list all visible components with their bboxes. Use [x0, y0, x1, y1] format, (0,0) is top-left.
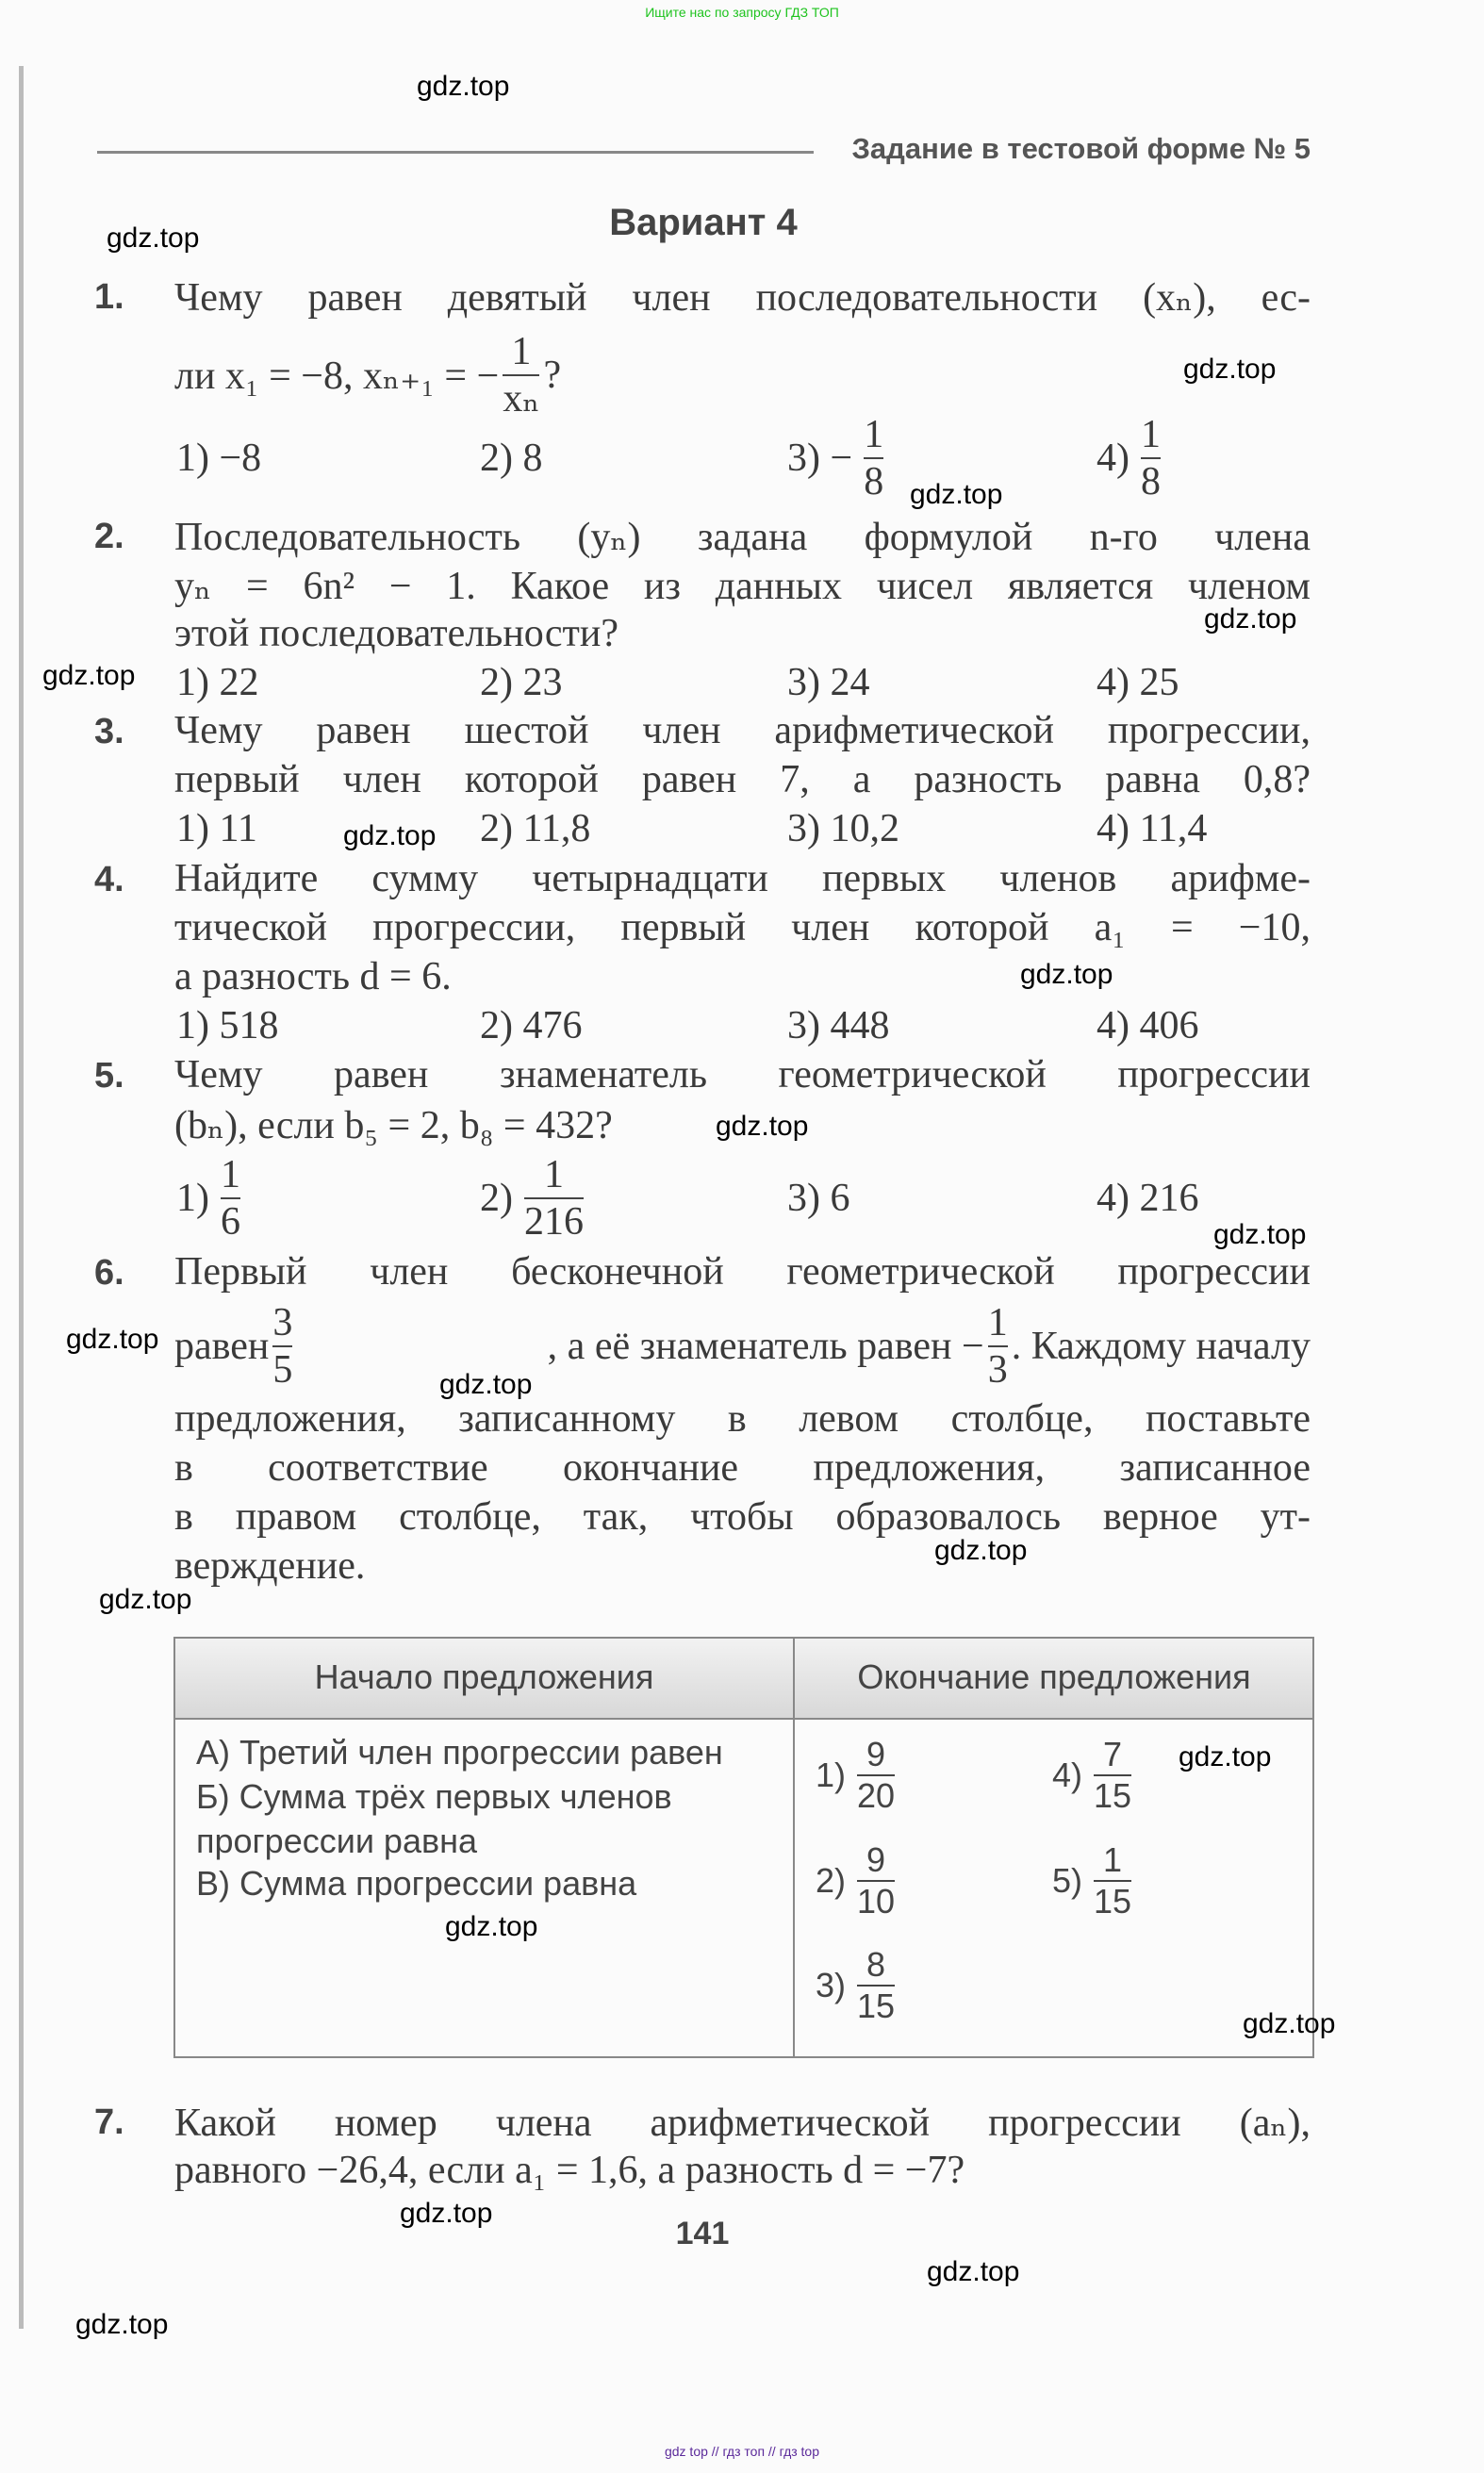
answer-label: 2) 8 — [480, 437, 543, 480]
denominator: 6 — [221, 1200, 240, 1244]
fraction — [1141, 415, 1161, 502]
sentence-start-a: А) Третий член прогрессии равен — [196, 1733, 723, 1772]
fraction — [524, 1155, 584, 1242]
text: , а её знаменатель равен − — [547, 1325, 984, 1368]
numerator: 1 — [864, 413, 884, 456]
fraction — [503, 332, 539, 419]
answer-option[interactable] — [787, 415, 887, 502]
question-number: 1. — [94, 277, 124, 317]
watermark: gdz.top — [417, 71, 510, 102]
column-header-end: Окончание предложения — [857, 1657, 1251, 1696]
numerator: 8 — [866, 1945, 886, 1984]
denominator: 216 — [524, 1200, 584, 1244]
question-text: Найдите сумму четырнадцати первых членов арифме- — [174, 857, 1311, 900]
denominator: 3 — [987, 1348, 1008, 1392]
question-text: тической прогрессии, первый член которой a₁ = −10, — [174, 906, 1311, 949]
watermark: gdz.top — [66, 1324, 159, 1355]
answer-label: 2) — [480, 1177, 513, 1220]
question-text: Чему равен знаменатель геометрической прогрессии — [174, 1053, 1311, 1096]
question-number: 5. — [94, 1056, 124, 1096]
watermark: gdz.top — [107, 223, 200, 254]
ending-label: 1) — [816, 1756, 847, 1794]
watermark: gdz.top — [927, 2256, 1020, 2287]
question-number: 4. — [94, 860, 124, 899]
numerator: 1 — [511, 330, 532, 373]
answer-option[interactable]: 2) 476 — [480, 1004, 583, 1047]
answer-option[interactable]: 3) 10,2 — [787, 807, 899, 850]
answer-label: 1) — [176, 1177, 209, 1220]
watermark: gdz.top — [343, 820, 437, 851]
question-text: Какой номер члена арифметической прогрессии (aₙ), — [174, 2102, 1311, 2145]
page-edge — [19, 66, 24, 2329]
question-text: Чему равен девятый член последовательности (xₙ), ес- — [174, 276, 1311, 320]
answer-option[interactable]: 2) 11,8 — [480, 807, 591, 850]
top-banner[interactable]: Ищите нас по запросу ГДЗ ТОП — [645, 5, 839, 20]
bottom-banner[interactable]: gdz top // гдз топ // гдз top — [664, 2444, 820, 2459]
watermark: gdz.top — [445, 1911, 538, 1942]
watermark: gdz.top — [1243, 2008, 1336, 2039]
watermark: gdz.top — [1179, 1741, 1272, 1772]
question-number: 3. — [94, 712, 124, 751]
denominator: 15 — [1094, 1882, 1132, 1921]
fraction — [988, 1303, 1008, 1390]
ending-option-3 — [816, 1945, 899, 2025]
answer-option[interactable]: 1) 11 — [176, 807, 257, 850]
question-text: в правом столбце, так, чтобы образовалось верное ут- — [174, 1495, 1311, 1539]
column-divider — [793, 1639, 795, 2056]
denominator: 8 — [864, 460, 884, 503]
denominator: 8 — [1141, 460, 1161, 503]
watermark: gdz.top — [910, 479, 1003, 510]
question-text: а разность d = 6. — [174, 955, 452, 998]
variant-title: Вариант 4 — [609, 202, 798, 243]
answer-option[interactable]: 1) 22 — [176, 661, 259, 704]
watermark: gdz.top — [1183, 354, 1277, 385]
answer-label: 3) − — [787, 437, 853, 480]
answer-option[interactable] — [1097, 415, 1164, 502]
watermark: gdz.top — [400, 2198, 493, 2229]
question-number: 2. — [94, 517, 124, 556]
answer-option[interactable] — [480, 436, 543, 481]
answer-option[interactable]: 4) 216 — [1097, 1177, 1199, 1220]
denominator: 10 — [857, 1882, 896, 1921]
numerator: 9 — [866, 1840, 886, 1879]
answer-label: 1) −8 — [176, 437, 262, 480]
question-number: 7. — [94, 2102, 124, 2142]
question-text-formula — [174, 332, 1311, 419]
formula-text: ли x₁ = −8, xₙ₊₁ = − — [174, 354, 500, 398]
text: равен — [174, 1325, 270, 1368]
section-header: Задание в тестовой форме № 5 — [851, 132, 1311, 165]
watermark: gdz.top — [716, 1111, 809, 1142]
question-text: этой последовательности? — [174, 612, 618, 655]
question-text: yₙ = 6n² − 1. Какое из данных чисел является членом — [174, 565, 1311, 608]
question-text: Первый член бесконечной геометрической прогрессии — [174, 1250, 1311, 1294]
page-number: 141 — [675, 2216, 730, 2251]
question-text: равного −26,4, если a₁ = 1,6, а разность d = −7? — [174, 2149, 965, 2192]
watermark: gdz.top — [934, 1535, 1028, 1566]
answer-option[interactable]: 3) 24 — [787, 661, 870, 704]
fraction — [272, 1303, 292, 1390]
question-number: 6. — [94, 1253, 124, 1293]
ending-label: 4) — [1052, 1756, 1083, 1794]
question-text: в соответствие окончание предложения, записанное — [174, 1446, 1311, 1490]
numerator: 3 — [272, 1301, 293, 1344]
ending-label: 2) — [816, 1861, 847, 1900]
answer-option[interactable]: 2) 23 — [480, 661, 563, 704]
watermark: gdz.top — [1213, 1219, 1307, 1250]
numerator: 9 — [866, 1735, 886, 1773]
sentence-start-b-cont: прогрессии равна — [196, 1822, 478, 1860]
watermark: gdz.top — [1204, 603, 1297, 635]
answer-option[interactable]: 3) 6 — [787, 1177, 850, 1220]
question-text: Последовательность (yₙ) задана формулой n-го члена — [174, 516, 1311, 559]
answer-option[interactable]: 4) 11,4 — [1097, 807, 1208, 850]
watermark: gdz.top — [439, 1369, 533, 1400]
question-text: Чему равен шестой член арифметической прогрессии, — [174, 709, 1311, 752]
numerator: 1 — [221, 1153, 240, 1196]
denominator: 20 — [857, 1776, 896, 1815]
header-rule — [97, 151, 814, 154]
denominator: xₙ — [503, 377, 540, 420]
answer-option[interactable] — [176, 436, 261, 481]
answer-option[interactable]: 4) 406 — [1097, 1004, 1199, 1047]
watermark: gdz.top — [99, 1584, 192, 1615]
numerator: 1 — [1141, 413, 1161, 456]
question-text: (bₙ), если b₅ = 2, b₈ = 432? — [174, 1104, 613, 1147]
ending-label: 5) — [1052, 1861, 1083, 1900]
answer-option[interactable]: 1) 518 — [176, 1004, 279, 1047]
text: . Каждому началу — [1011, 1325, 1311, 1368]
question-text: первый член которой равен 7, а разность равна 0,8? — [174, 758, 1311, 801]
answer-option[interactable]: 4) 25 — [1097, 661, 1179, 704]
denominator: 5 — [272, 1348, 293, 1392]
numerator: 1 — [1103, 1840, 1123, 1879]
watermark: gdz.top — [42, 660, 136, 691]
question-text-formula — [174, 1303, 1311, 1390]
matching-table — [173, 1637, 1314, 2058]
sentence-start-v: В) Сумма прогрессии равна — [196, 1864, 637, 1903]
answer-option[interactable] — [176, 1155, 244, 1242]
formula-text: ? — [543, 354, 562, 397]
denominator: 15 — [1094, 1776, 1132, 1815]
ending-option-4 — [1052, 1735, 1135, 1815]
question-text: верждение. — [174, 1544, 366, 1588]
numerator: 1 — [987, 1301, 1008, 1344]
watermark: gdz.top — [75, 2309, 169, 2340]
ending-option-5 — [1052, 1840, 1135, 1921]
numerator: 7 — [1103, 1735, 1123, 1773]
answer-option[interactable] — [480, 1155, 587, 1242]
ending-option-2 — [816, 1840, 899, 1921]
fraction — [221, 1155, 240, 1242]
ending-option-1 — [816, 1735, 899, 1815]
column-header-start: Начало предложения — [314, 1657, 654, 1696]
fraction — [864, 415, 883, 502]
answer-label: 4) — [1097, 437, 1129, 480]
watermark: gdz.top — [1020, 959, 1113, 990]
answer-option[interactable]: 3) 448 — [787, 1004, 890, 1047]
sentence-start-b: Б) Сумма трёх первых членов — [196, 1777, 672, 1816]
denominator: 15 — [857, 1987, 896, 2025]
ending-label: 3) — [816, 1966, 847, 2004]
numerator: 1 — [544, 1153, 564, 1196]
question-text: предложения, записанному в левом столбце, поставьте — [174, 1397, 1311, 1441]
